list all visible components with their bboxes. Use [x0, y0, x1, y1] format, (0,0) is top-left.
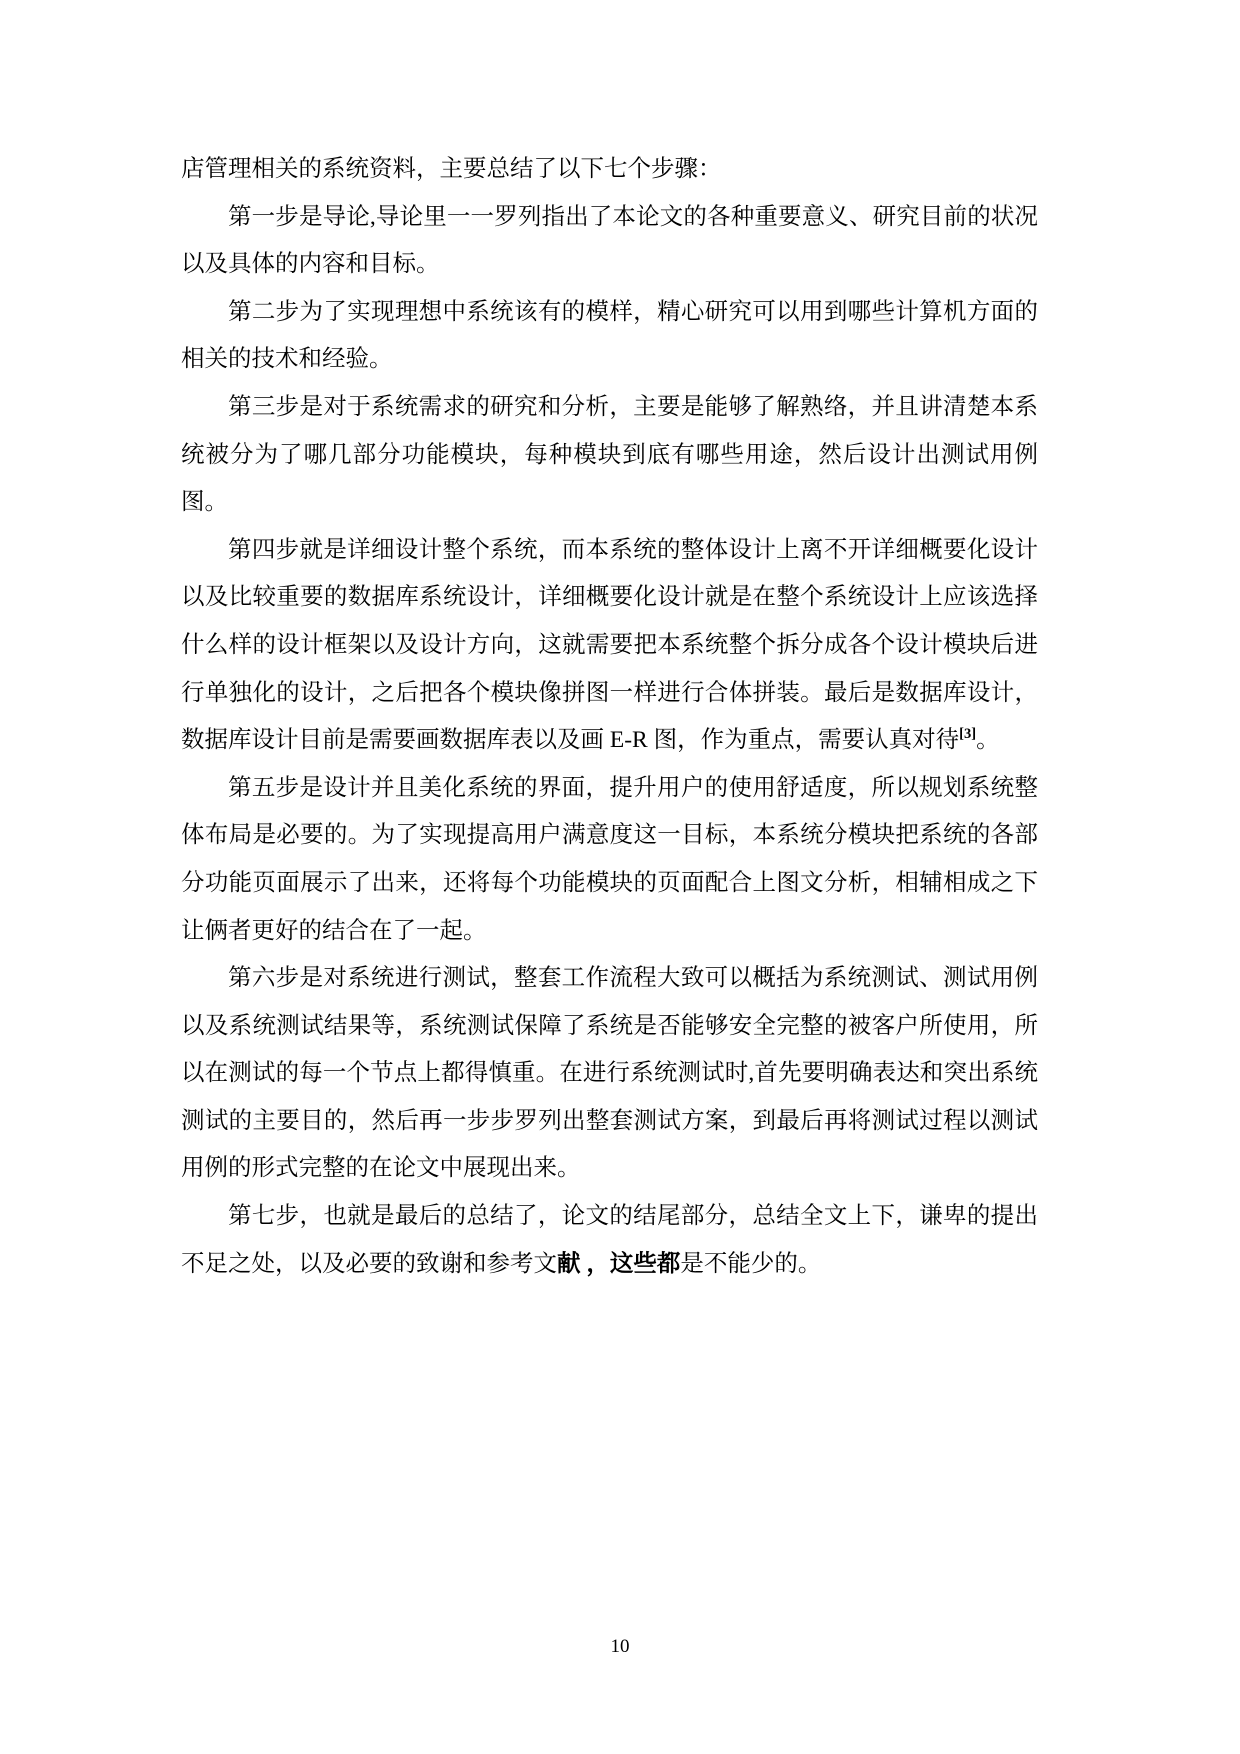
paragraph — [181, 289, 1038, 384]
text-segment: 。 — [976, 727, 1000, 754]
text-segment: 第四步就是详细设计整个系统，而本系统的整体设计上离不开详细概要化设计以及比较重要的数据库系统设计，详细概要化设计就是在整个系统设计上应该选择什么样的设计框架以及设计方向，这就需要把本系统整个拆分成各个设计模块后进行单独化的设计，之后把各个模块像拼图一样进行合体拼装。最后是数据库设计，数据库设计目前是需要画数据库表以及画 E-R 图，作为重点，需要认真对待 — [181, 536, 1038, 754]
page-number: 10 — [610, 1636, 630, 1657]
paragraph — [181, 194, 1038, 289]
paragraph — [181, 765, 1038, 955]
text-segment: 是不能少的。 — [680, 1250, 822, 1277]
paragraph — [181, 1193, 1038, 1288]
text-segment: 第三步是对于系统需求的研究和分析，主要是能够了解熟络，并且讲清楚本系统被分为了哪几部分功能模块，每种模块到底有哪些用途，然后设计出测试用例图。 — [181, 393, 1038, 516]
page-content — [181, 146, 1038, 1288]
text-segment: 第五步是设计并且美化系统的界面，提升用户的使用舒适度，所以规划系统整体布局是必要的。为了实现提高用户满意度这一目标，本系统分模块把系统的各部分功能页面展示了出来，还将每个功能模块的页面配合上图文分析，相辅相成之下让俩者更好的结合在了一起。 — [181, 774, 1038, 944]
text-segment: 第六步是对系统进行测试，整套工作流程大致可以概括为系统测试、测试用例以及系统测试结果等，系统测试保障了系统是否能够安全完整的被客户所使用，所以在测试的每一个节点上都得慎重。在进行系统测试时,首先要明确表达和突出系统测试的主要目的，然后再一步步罗列出整套测试方案，到最后再将测试过程以测试用例的形式完整的在论文中展现出来。 — [181, 965, 1038, 1182]
text-segment: 店管理相关的系统资料，主要总结了以下七个步骤： — [181, 156, 722, 182]
text-segment: 第一步是导论,导论里一一罗列指出了本论文的各种重要意义、研究目前的状况以及具体的内容和目标。 — [181, 203, 1038, 278]
paragraph — [181, 146, 1038, 194]
paragraph — [181, 955, 1038, 1193]
citation-reference: [3] — [959, 726, 977, 743]
text-segment: 献 ，这些都 — [557, 1250, 681, 1277]
paragraph — [181, 384, 1038, 527]
text-segment: 第二步为了实现理想中系统该有的模样，精心研究可以用到哪些计算机方面的相关的技术和经验。 — [181, 298, 1038, 373]
paragraph — [181, 527, 1038, 765]
text-segment: 第七步，也就是最后的总结了，论文的结尾部分，总结全文上下，谦卑的提出不足之处，以及必要的致谢和参考文 — [181, 1203, 1038, 1277]
